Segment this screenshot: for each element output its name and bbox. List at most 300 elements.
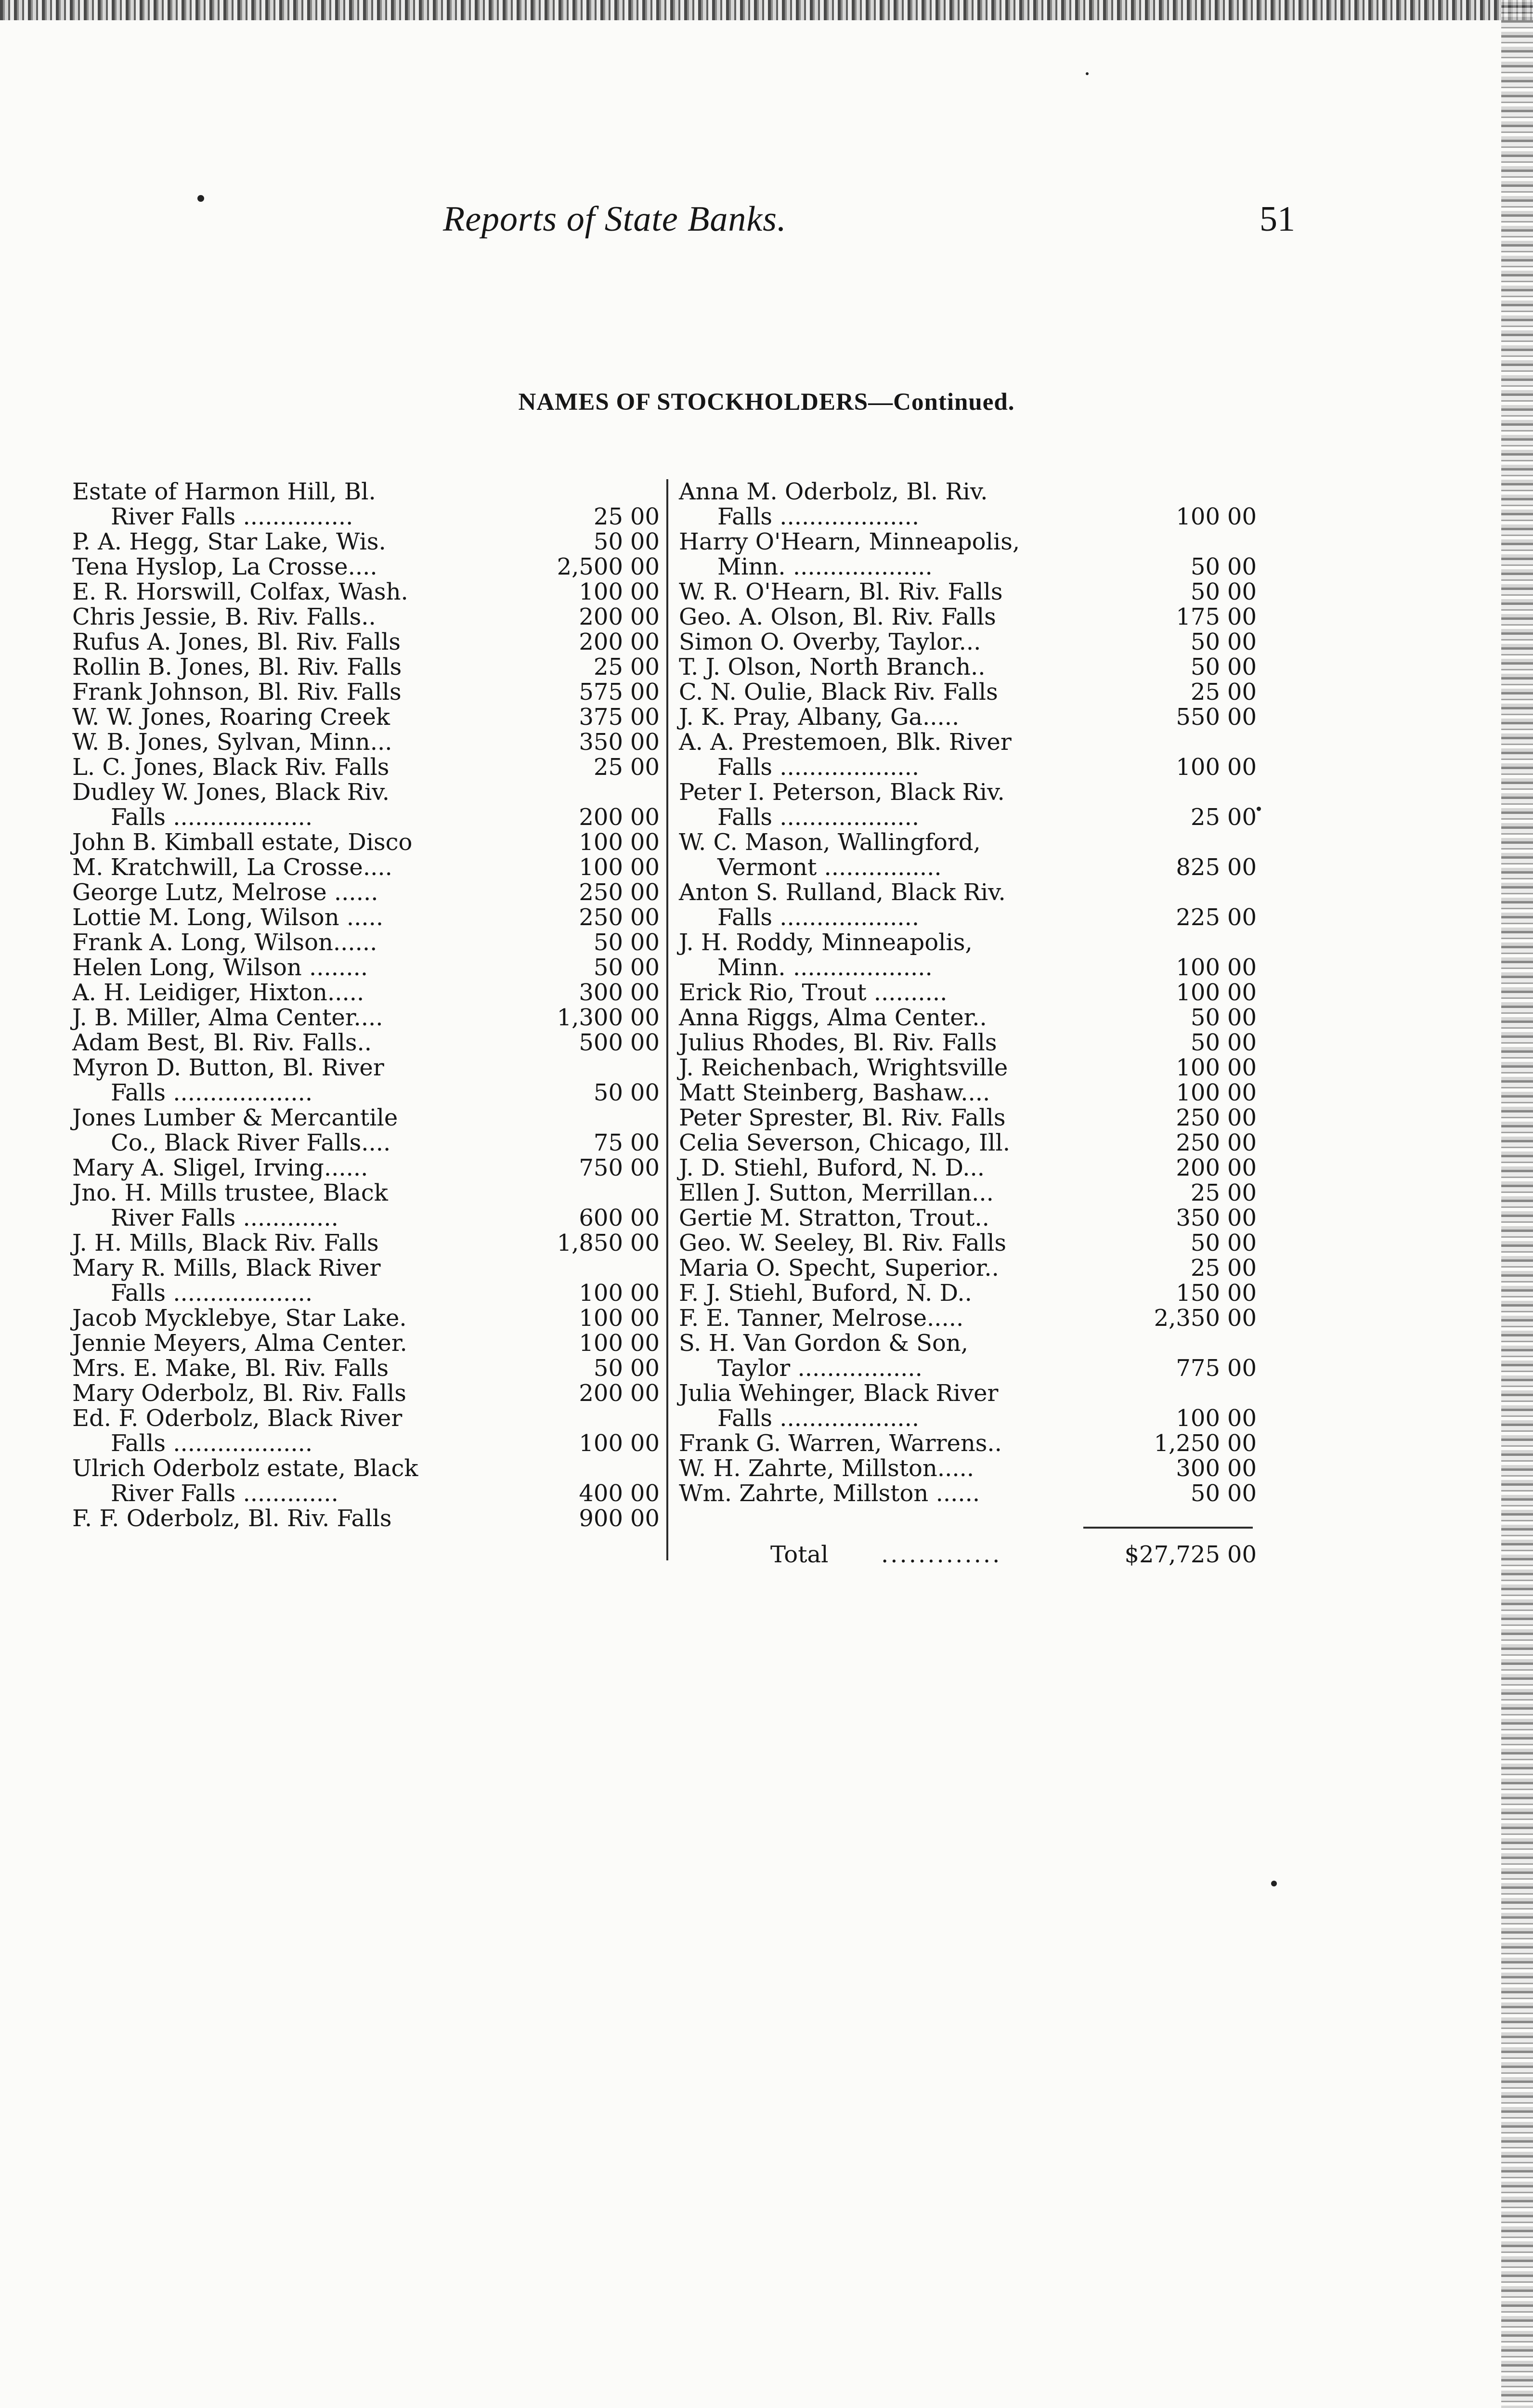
stockholder-name: Erick Rio, Trout .......... <box>679 979 948 1006</box>
stock-amount <box>501 830 660 855</box>
stockholder-name: Mrs. E. Make, Bl. Riv. Falls <box>72 1355 389 1382</box>
stock-amount <box>501 705 660 730</box>
stockholder-name: Peter Sprester, Bl. Riv. Falls <box>679 1104 1006 1131</box>
amount-dollars: 50 <box>1190 1029 1220 1056</box>
stockholder-entry <box>72 1105 660 1155</box>
stock-amount <box>501 1155 660 1180</box>
amount-dollars: 350 <box>579 729 623 756</box>
amount-cents: 00 <box>630 1079 660 1106</box>
stockholder-name: A. A. Prestemoen, Blk. River <box>679 729 1012 756</box>
amount-dollars: 50 <box>593 954 623 981</box>
stockholder-name: Estate of Harmon Hill, Bl. <box>72 478 376 505</box>
stockholder-entry <box>72 479 660 529</box>
stockholder-name: Mary Oderbolz, Bl. Riv. Falls <box>72 1380 406 1407</box>
stock-amount <box>1098 1180 1257 1205</box>
stockholder-name: Harry O'Hearn, Minneapolis, <box>679 528 1020 555</box>
stock-amount <box>501 504 660 529</box>
amount-dollars: 350 <box>1176 1204 1220 1231</box>
amount-dollars: 300 <box>1176 1455 1220 1482</box>
stock-amount <box>501 1030 660 1055</box>
amount-cents: 00 <box>630 1004 660 1031</box>
stock-amount <box>1098 1155 1257 1180</box>
stockholder-name: Rollin B. Jones, Bl. Riv. Falls <box>72 654 402 681</box>
amount-cents: 00 <box>1227 1355 1257 1382</box>
amount-dollars: 1,250 <box>1154 1430 1220 1457</box>
stockholder-name: Ellen J. Sutton, Merrillan... <box>679 1179 994 1206</box>
amount-cents: 00 <box>1227 1129 1257 1156</box>
scan-speck <box>197 195 204 202</box>
amount-dollars: 25 <box>1190 804 1220 831</box>
stockholder-entry <box>72 1456 660 1506</box>
stockholder-entry <box>72 1155 660 1180</box>
stock-amount <box>1098 1130 1257 1155</box>
stockholder-entry <box>72 755 660 780</box>
amount-cents: 00 <box>1227 1455 1257 1482</box>
amount-dollars: 100 <box>579 578 623 605</box>
total-rule <box>1083 1527 1253 1529</box>
amount-dollars: 100 <box>579 854 623 881</box>
stock-amount <box>1098 654 1257 680</box>
stockholder-entry <box>72 730 660 755</box>
total-row <box>770 1541 1257 1568</box>
stock-amount <box>1098 805 1257 830</box>
stockholder-entry <box>72 1055 660 1105</box>
amount-cents: 00 <box>630 1230 660 1256</box>
stock-amount <box>1098 579 1257 604</box>
stock-amount <box>501 604 660 629</box>
stock-amount <box>501 1205 660 1230</box>
stockholder-name-continued: Taylor ................. <box>717 1355 922 1382</box>
stockholder-name: Jacob Mycklebye, Star Lake. <box>72 1305 407 1332</box>
amount-cents: 00 <box>630 1430 660 1457</box>
stockholder-name: Jno. H. Mills trustee, Black <box>72 1179 388 1206</box>
stockholder-entry <box>72 680 660 705</box>
page-number: 51 <box>1260 199 1295 239</box>
amount-cents: 00 <box>1227 1154 1257 1181</box>
amount-cents: 00 <box>630 1280 660 1307</box>
stockholder-entry <box>72 1506 660 1531</box>
stockholder-list-right <box>679 479 1257 1506</box>
stock-amount <box>1098 1055 1257 1080</box>
amount-dollars: 25 <box>1190 679 1220 706</box>
stockholder-name: Jennie Meyers, Alma Center. <box>72 1330 407 1357</box>
stockholder-entry <box>679 1331 1257 1381</box>
amount-cents: 00 <box>1227 854 1257 881</box>
stock-amount <box>501 930 660 955</box>
amount-cents: 00 <box>630 654 660 681</box>
amount-cents: 00 <box>630 578 660 605</box>
stock-amount <box>1098 1481 1257 1506</box>
stockholder-entry <box>72 529 660 554</box>
amount-dollars: 100 <box>1176 979 1220 1006</box>
stockholder-entry <box>72 1306 660 1331</box>
stockholder-entry <box>72 1180 660 1230</box>
stock-amount <box>1098 755 1257 780</box>
stock-amount <box>501 1481 660 1506</box>
stockholder-name: Matt Steinberg, Bashaw.... <box>679 1079 990 1106</box>
amount-cents: 00 <box>1227 1305 1257 1332</box>
amount-cents: 00 <box>630 1204 660 1231</box>
stockholder-entry <box>72 1230 660 1256</box>
running-title: Reports of State Banks. <box>443 199 787 239</box>
stockholder-name: J. Reichenbach, Wrightsville <box>679 1054 1008 1081</box>
stockholder-entry <box>679 980 1257 1005</box>
stock-amount <box>1098 1306 1257 1331</box>
stockholder-name: Frank G. Warren, Warrens.. <box>679 1430 1002 1457</box>
stockholder-name: Jones Lumber & Mercantile <box>72 1104 398 1131</box>
stockholder-name: Ed. F. Oderbolz, Black River <box>72 1405 403 1432</box>
stockholder-entry <box>679 1281 1257 1306</box>
amount-cents: 00 <box>1227 628 1257 655</box>
amount-dollars: 150 <box>1176 1280 1220 1307</box>
amount-dollars: 750 <box>579 1154 623 1181</box>
stockholder-entry <box>72 604 660 629</box>
stockholder-entry <box>72 1356 660 1381</box>
stockholder-name-continued: Falls ................... <box>717 754 920 781</box>
stockholder-name: Wm. Zahrte, Millston ...... <box>679 1480 980 1507</box>
amount-cents: 00 <box>630 704 660 731</box>
stockholder-entry <box>679 1306 1257 1331</box>
stockholder-name-continued: River Falls ............... <box>111 503 353 530</box>
total-leader: ............. <box>881 1541 1002 1568</box>
stockholder-name: Simon O. Overby, Taylor... <box>679 628 981 655</box>
amount-dollars: 575 <box>579 679 623 706</box>
amount-cents: 00 <box>1227 1280 1257 1307</box>
stock-amount <box>1098 604 1257 629</box>
amount-dollars: 600 <box>579 1204 623 1231</box>
stockholder-entry <box>679 1230 1257 1256</box>
stockholder-name: Julia Wehinger, Black River <box>679 1380 999 1407</box>
stockholder-entry <box>679 1456 1257 1481</box>
amount-dollars: 200 <box>579 1380 623 1407</box>
stockholder-name: Anna M. Oderbolz, Bl. Riv. <box>679 478 988 505</box>
stockholder-entry <box>679 780 1257 830</box>
amount-cents: 00 <box>1227 1104 1257 1131</box>
amount-dollars: 1,850 <box>557 1230 623 1256</box>
stockholder-name: L. C. Jones, Black Riv. Falls <box>72 754 390 781</box>
amount-cents: 00 <box>1227 704 1257 731</box>
stock-amount <box>501 980 660 1005</box>
stockholder-name-continued: Falls ................... <box>111 1079 313 1106</box>
stockholder-entry <box>72 780 660 830</box>
stockholder-entry <box>72 1406 660 1456</box>
stockholder-name: C. N. Oulie, Black Riv. Falls <box>679 679 998 706</box>
stockholder-entry <box>679 830 1257 880</box>
amount-dollars: 250 <box>579 879 623 906</box>
amount-dollars: 100 <box>1176 954 1220 981</box>
stockholder-name-continued: Falls ................... <box>111 1280 313 1307</box>
stock-amount <box>1098 1431 1257 1456</box>
stock-amount <box>501 554 660 579</box>
stockholder-entry <box>72 905 660 930</box>
stock-amount <box>501 880 660 905</box>
stockholder-name: A. H. Leidiger, Hixton..... <box>72 979 364 1006</box>
stockholder-name: Myron D. Button, Bl. River <box>72 1054 384 1081</box>
stockholder-name: Geo. A. Olson, Bl. Riv. Falls <box>679 603 996 630</box>
stock-amount <box>1098 1105 1257 1130</box>
stock-amount <box>1098 905 1257 930</box>
amount-cents: 00 <box>630 1480 660 1507</box>
amount-cents: 00 <box>1227 1179 1257 1206</box>
amount-cents: 00 <box>630 829 660 856</box>
stockholder-entry <box>72 980 660 1005</box>
stockholder-name: Adam Best, Bl. Riv. Falls.. <box>72 1029 372 1056</box>
stockholder-entry <box>72 554 660 579</box>
stockholder-name: J. K. Pray, Albany, Ga..... <box>679 704 960 731</box>
stock-amount <box>1098 955 1257 980</box>
stock-amount <box>1098 1456 1257 1481</box>
stockholder-entry <box>679 1431 1257 1456</box>
amount-dollars: 25 <box>593 503 623 530</box>
amount-cents: 00 <box>1227 904 1257 931</box>
stock-amount <box>501 680 660 705</box>
stock-amount <box>1098 1406 1257 1431</box>
amount-dollars: 50 <box>1190 578 1220 605</box>
stockholder-name: Peter I. Peterson, Black Riv. <box>679 779 1005 806</box>
stock-amount <box>1098 554 1257 579</box>
amount-dollars: 200 <box>579 603 623 630</box>
stock-amount <box>1098 680 1257 705</box>
stockholder-entry <box>679 1055 1257 1080</box>
stockholder-name: W. H. Zahrte, Millston..... <box>679 1455 974 1482</box>
stockholder-name: F. F. Oderbolz, Bl. Riv. Falls <box>72 1505 392 1532</box>
amount-dollars: 225 <box>1176 904 1220 931</box>
amount-dollars: 100 <box>1176 1054 1220 1081</box>
amount-dollars: 500 <box>579 1029 623 1056</box>
amount-dollars: 250 <box>579 904 623 931</box>
stock-amount <box>501 1230 660 1256</box>
stock-amount <box>1098 1080 1257 1105</box>
stockholder-entry <box>679 1030 1257 1055</box>
scan-speck <box>1257 807 1261 811</box>
amount-cents: 00 <box>630 804 660 831</box>
stockholder-name: F. E. Tanner, Melrose..... <box>679 1305 964 1332</box>
amount-cents: 00 <box>630 1129 660 1156</box>
amount-cents: 00 <box>630 904 660 931</box>
stock-amount <box>501 955 660 980</box>
amount-cents: 00 <box>630 503 660 530</box>
amount-cents: 00 <box>1227 1079 1257 1106</box>
amount-dollars: 100 <box>1176 503 1220 530</box>
stockholder-name: F. J. Stiehl, Buford, N. D.. <box>679 1280 972 1307</box>
stockholder-name: Anton S. Rulland, Black Riv. <box>679 879 1006 906</box>
stock-amount <box>501 1281 660 1306</box>
amount-dollars: 50 <box>1190 1230 1220 1256</box>
stockholder-name: P. A. Hegg, Star Lake, Wis. <box>72 528 386 555</box>
stockholder-name: Julius Rhodes, Bl. Riv. Falls <box>679 1029 997 1056</box>
stockholder-entry <box>72 855 660 880</box>
amount-cents: 00 <box>1227 1255 1257 1282</box>
stock-amount <box>501 755 660 780</box>
total-cents: 00 <box>1227 1541 1257 1568</box>
stockholder-name: Mary A. Sligel, Irving...... <box>72 1154 368 1181</box>
stockholder-name-continued: Falls ................... <box>717 1405 920 1432</box>
stockholder-name: John B. Kimball estate, Disco <box>72 829 413 856</box>
stockholder-name: George Lutz, Melrose ...... <box>72 879 378 906</box>
stockholder-entry <box>679 604 1257 629</box>
amount-dollars: 50 <box>593 1355 623 1382</box>
amount-cents: 00 <box>1227 679 1257 706</box>
amount-dollars: 900 <box>579 1505 623 1532</box>
stock-amount <box>501 1306 660 1331</box>
amount-cents: 00 <box>630 879 660 906</box>
stockholder-entry <box>72 654 660 680</box>
stockholder-name: E. R. Horswill, Colfax, Wash. <box>72 578 408 605</box>
stock-amount <box>501 1080 660 1105</box>
amount-cents: 00 <box>1227 1054 1257 1081</box>
amount-dollars: 200 <box>579 628 623 655</box>
stockholder-name: Tena Hyslop, La Crosse.... <box>72 553 377 580</box>
stockholder-name: J. B. Miller, Alma Center.... <box>72 1004 383 1031</box>
stockholder-entry <box>679 529 1257 579</box>
stockholder-entry <box>72 930 660 955</box>
stockholder-entry <box>679 1481 1257 1506</box>
stock-amount <box>501 805 660 830</box>
amount-dollars: 200 <box>1176 1154 1220 1181</box>
stockholder-entry <box>72 1256 660 1306</box>
stockholder-name-continued: Minn. ................... <box>717 553 933 580</box>
stock-amount <box>1098 1256 1257 1281</box>
amount-cents: 00 <box>630 1355 660 1382</box>
stockholder-entry <box>72 1030 660 1055</box>
amount-cents: 00 <box>1227 553 1257 580</box>
stockholder-entry <box>72 880 660 905</box>
stockholder-name-continued: River Falls ............. <box>111 1480 338 1507</box>
scan-edge-top <box>0 0 1533 20</box>
stock-amount <box>1098 1030 1257 1055</box>
stockholder-entry <box>679 479 1257 529</box>
amount-cents: 00 <box>630 929 660 956</box>
amount-cents: 00 <box>1227 1230 1257 1256</box>
amount-cents: 00 <box>630 1505 660 1532</box>
stockholder-entry <box>679 680 1257 705</box>
amount-cents: 00 <box>630 954 660 981</box>
amount-dollars: 50 <box>1190 1004 1220 1031</box>
amount-cents: 00 <box>630 1305 660 1332</box>
stock-amount <box>1098 1356 1257 1381</box>
amount-cents: 00 <box>630 754 660 781</box>
stock-amount <box>1098 1005 1257 1030</box>
stock-amount <box>501 1005 660 1030</box>
amount-dollars: 25 <box>593 654 623 681</box>
amount-dollars: 50 <box>593 929 623 956</box>
amount-dollars: 100 <box>579 829 623 856</box>
amount-cents: 00 <box>630 628 660 655</box>
stockholder-entry <box>679 930 1257 980</box>
stockholder-name: Celia Severson, Chicago, Ill. <box>679 1129 1010 1156</box>
stockholder-name: Lottie M. Long, Wilson ..... <box>72 904 384 931</box>
stockholder-entry <box>679 579 1257 604</box>
stockholder-name: J. D. Stiehl, Buford, N. D... <box>679 1154 985 1181</box>
stockholder-name: Anna Riggs, Alma Center.. <box>679 1004 987 1031</box>
amount-dollars: 100 <box>1176 1079 1220 1106</box>
stock-amount <box>501 1331 660 1356</box>
stockholder-entry <box>679 1130 1257 1155</box>
scan-speck <box>1271 1881 1277 1886</box>
stockholder-entry <box>679 1256 1257 1281</box>
stock-amount <box>1098 855 1257 880</box>
stock-amount <box>501 730 660 755</box>
amount-cents: 00 <box>1227 578 1257 605</box>
amount-cents: 00 <box>630 729 660 756</box>
stock-amount <box>1098 504 1257 529</box>
stock-amount <box>1098 705 1257 730</box>
stockholder-name-continued: Co., Black River Falls.... <box>111 1129 391 1156</box>
amount-dollars: 25 <box>1190 1255 1220 1282</box>
stockholder-entry <box>72 955 660 980</box>
stockholder-entry <box>679 1381 1257 1431</box>
amount-cents: 00 <box>1227 654 1257 681</box>
amount-cents: 00 <box>1227 1430 1257 1457</box>
stockholder-name: Frank A. Long, Wilson...... <box>72 929 377 956</box>
amount-cents: 00 <box>630 1330 660 1357</box>
stockholder-name: Dudley W. Jones, Black Riv. <box>72 779 390 806</box>
amount-cents: 00 <box>630 1029 660 1056</box>
stock-amount <box>1098 1230 1257 1256</box>
amount-cents: 00 <box>1227 754 1257 781</box>
stockholder-name: Maria O. Specht, Superior.. <box>679 1255 999 1282</box>
amount-dollars: 100 <box>1176 1405 1220 1432</box>
stockholder-entry <box>72 830 660 855</box>
total-dollars: $27,725 <box>1124 1541 1220 1568</box>
stockholder-entry <box>72 1381 660 1406</box>
amount-cents: 00 <box>1227 1029 1257 1056</box>
stockholder-name-continued: Falls ................... <box>717 503 920 530</box>
amount-cents: 00 <box>630 979 660 1006</box>
amount-dollars: 50 <box>593 1079 623 1106</box>
amount-cents: 00 <box>1227 804 1257 831</box>
amount-dollars: 2,350 <box>1154 1305 1220 1332</box>
stockholder-entry <box>679 730 1257 780</box>
amount-dollars: 2,500 <box>557 553 623 580</box>
amount-cents: 00 <box>1227 503 1257 530</box>
stockholder-entry <box>72 1005 660 1030</box>
stockholder-name: Chris Jessie, B. Riv. Falls.. <box>72 603 376 630</box>
amount-dollars: 50 <box>1190 628 1220 655</box>
amount-dollars: 25 <box>1190 1179 1220 1206</box>
total-label: Total <box>770 1541 829 1568</box>
stock-amount <box>501 905 660 930</box>
stockholder-name: Ulrich Oderbolz estate, Black <box>72 1455 418 1482</box>
amount-dollars: 100 <box>579 1305 623 1332</box>
amount-cents: 00 <box>1227 954 1257 981</box>
stockholder-name: S. H. Van Gordon & Son, <box>679 1330 969 1357</box>
total-amount <box>1125 1541 1257 1568</box>
stockholder-name-continued: River Falls ............. <box>111 1204 338 1231</box>
stock-amount <box>501 1130 660 1155</box>
stockholder-name: J. H. Roddy, Minneapolis, <box>679 929 973 956</box>
column-divider <box>666 479 668 1560</box>
amount-cents: 00 <box>1227 1405 1257 1432</box>
scan-edge-right <box>1501 0 1533 2408</box>
scan-speck <box>1086 72 1089 75</box>
stock-amount <box>501 529 660 554</box>
stockholder-entry <box>679 1180 1257 1205</box>
amount-dollars: 775 <box>1176 1355 1220 1382</box>
stockholder-entry <box>72 629 660 654</box>
stock-amount <box>1098 1281 1257 1306</box>
stockholder-name: Geo. W. Seeley, Bl. Riv. Falls <box>679 1230 1007 1256</box>
amount-cents: 00 <box>1227 979 1257 1006</box>
stockholder-name: Frank Johnson, Bl. Riv. Falls <box>72 679 402 706</box>
amount-cents: 00 <box>1227 1204 1257 1231</box>
stockholder-entry <box>679 1155 1257 1180</box>
stock-amount <box>501 629 660 654</box>
stockholder-entry <box>679 654 1257 680</box>
amount-cents: 00 <box>630 854 660 881</box>
stock-amount <box>501 579 660 604</box>
stock-amount <box>501 1356 660 1381</box>
